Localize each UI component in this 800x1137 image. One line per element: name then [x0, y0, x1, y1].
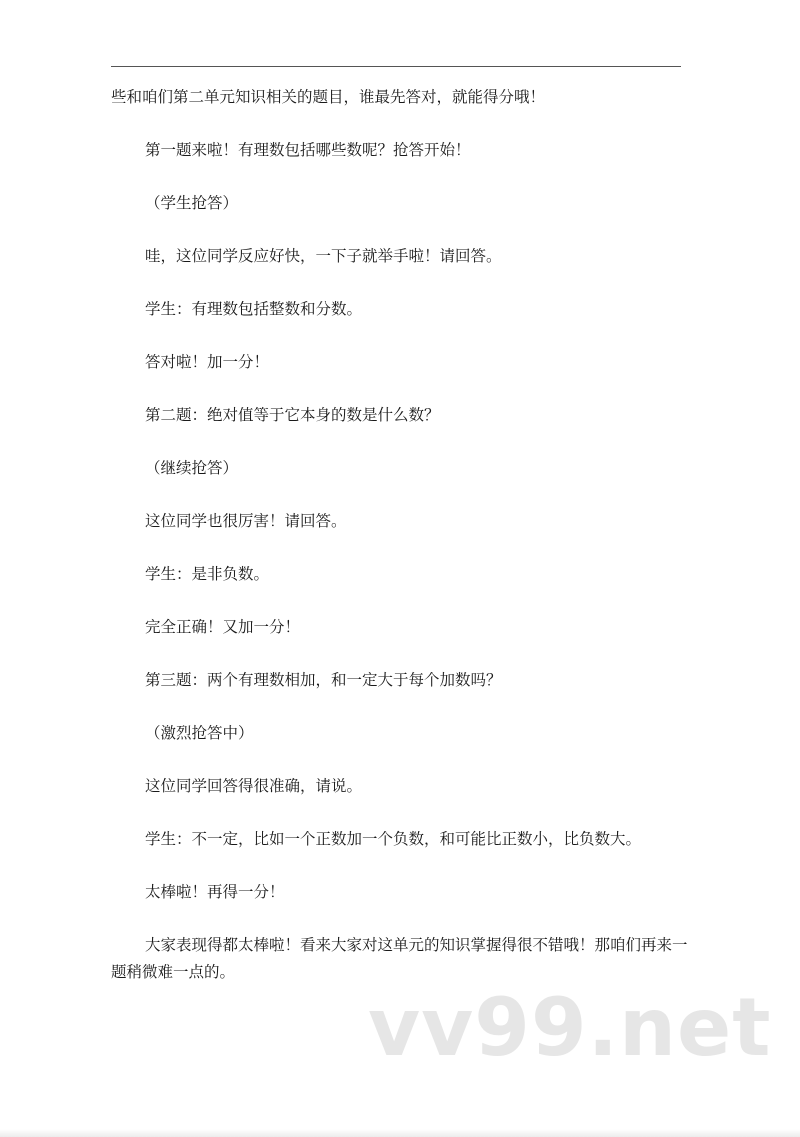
paragraph: 学生：有理数包括整数和分数。	[145, 300, 363, 318]
paragraph: 第三题：两个有理数相加，和一定大于每个加数吗？	[145, 671, 502, 689]
paragraph: 答对啦！加一分！	[145, 353, 270, 371]
paragraph: 第二题：绝对值等于它本身的数是什么数？	[145, 406, 440, 424]
paragraph: 完全正确！又加一分！	[145, 618, 301, 636]
paragraph: （激烈抢答中）	[145, 724, 254, 742]
paragraph-closing: 大家表现得都太棒啦！看来大家对这单元的知识掌握得很不错哦！那咱们再来一题稍微难一点的。	[111, 936, 688, 981]
header-rule	[111, 66, 681, 67]
paragraph: 学生：是非负数。	[145, 565, 270, 583]
paragraph: 学生：不一定，比如一个正数加一个负数，和可能比正数小，比负数大。	[145, 830, 642, 848]
paragraph: （继续抢答）	[145, 459, 239, 477]
paragraph: 哇，这位同学反应好快，一下子就举手啦！请回答。	[145, 247, 502, 265]
paragraph: 第一题来啦！有理数包括哪些数呢？抢答开始！	[145, 141, 471, 159]
paragraph: 这位同学也很厉害！请回答。	[145, 512, 347, 530]
paragraph-continuation: 些和咱们第二单元知识相关的题目，谁最先答对，就能得分哦！	[111, 88, 546, 106]
paragraph: （学生抢答）	[145, 194, 239, 212]
page-bottom-edge	[0, 1129, 800, 1137]
paragraph: 这位同学回答得很准确，请说。	[145, 777, 363, 795]
watermark: vv99.net	[368, 981, 772, 1074]
paragraph: 太棒啦！再得一分！	[145, 883, 285, 901]
document-body	[111, 84, 691, 1013]
